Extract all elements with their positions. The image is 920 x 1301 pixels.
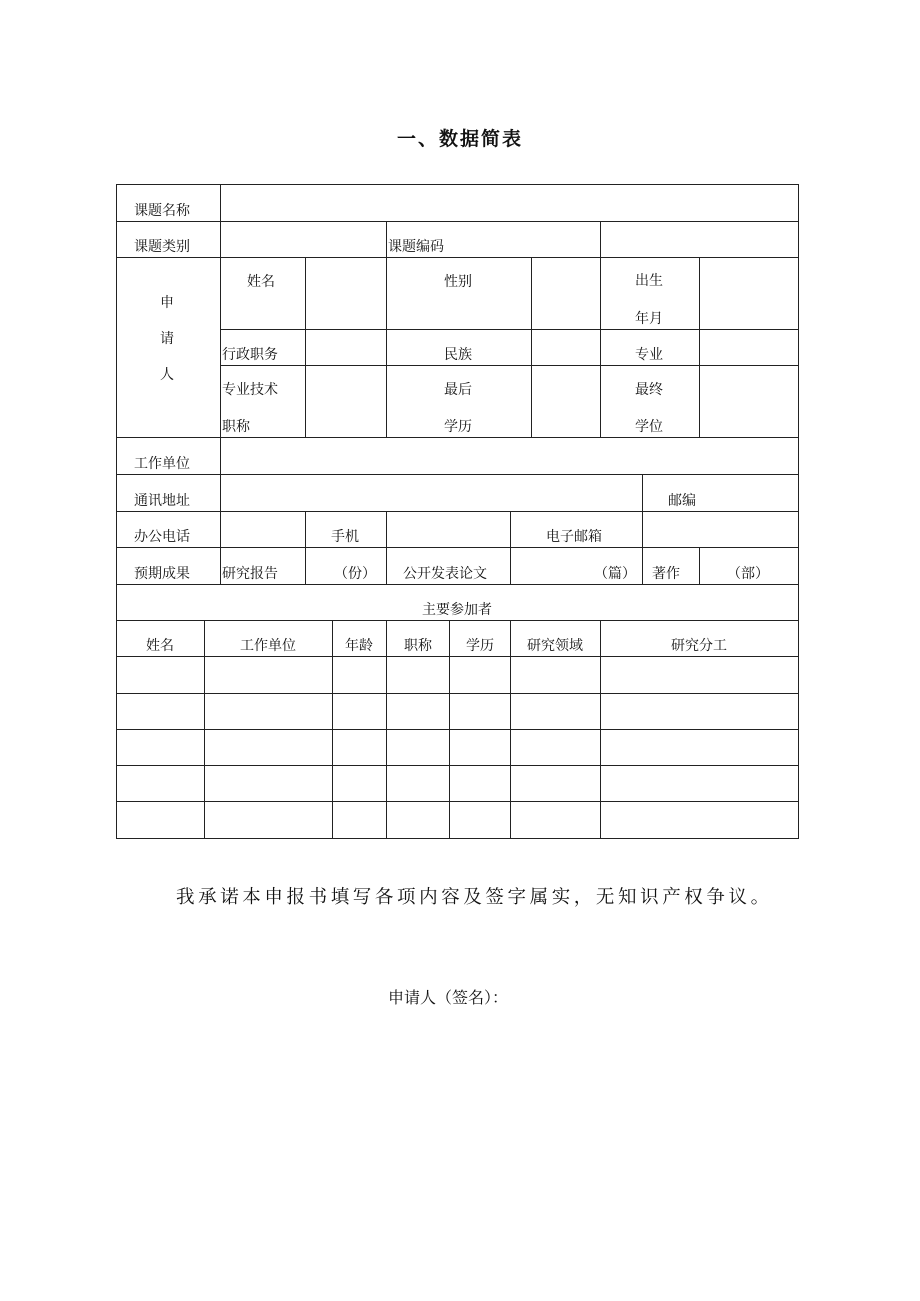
grid-line [600, 221, 601, 257]
grid-line [220, 547, 221, 584]
pledge-statement: 我承诺本申报书填写各项内容及签字属实，无知识产权争议。 [176, 887, 773, 908]
grid-line [699, 257, 700, 437]
grid-line [220, 511, 221, 547]
participant-header-name: 姓名 [146, 638, 174, 654]
grid-line [220, 184, 221, 257]
grid-line [642, 474, 643, 511]
grid-line [116, 184, 117, 839]
grid-line [531, 257, 532, 437]
books-label: 著作 [652, 566, 680, 582]
grid-line [116, 437, 799, 438]
grid-line [116, 221, 799, 222]
grid-line [642, 547, 643, 584]
grid-line [798, 184, 799, 839]
postcode-label: 邮编 [668, 493, 696, 509]
address-label: 通讯地址 [134, 493, 190, 509]
tech-title-label: 专业技术 [222, 382, 278, 398]
grid-line [510, 511, 511, 547]
grid-line [116, 547, 799, 548]
grid-line [116, 620, 799, 621]
page-title: 一、数据简表 [396, 128, 523, 150]
applicant-label: 人 [160, 367, 174, 383]
topic-name-label: 课题名称 [134, 203, 190, 219]
applicant-label: 申 [160, 295, 174, 311]
grid-line [116, 838, 799, 839]
grid-line [386, 547, 387, 584]
grid-line [220, 257, 221, 437]
grid-line [699, 547, 700, 584]
grid-line [116, 511, 799, 512]
expected-results-label: 预期成果 [134, 566, 190, 582]
name-label: 姓名 [247, 274, 275, 290]
office-phone-label: 办公电话 [134, 529, 190, 545]
grid-line [510, 620, 511, 839]
work-unit-label: 工作单位 [134, 456, 190, 472]
report-unit: （份） [334, 566, 376, 582]
papers-unit: （篇） [594, 566, 636, 582]
grid-line [600, 620, 601, 839]
participant-header-division: 研究分工 [671, 638, 727, 654]
grid-line [116, 801, 799, 802]
tech-title-label: 职称 [222, 419, 250, 435]
grid-line [305, 547, 306, 584]
grid-line [386, 620, 387, 839]
grid-line [116, 584, 799, 585]
books-unit: （部） [727, 566, 769, 582]
grid-line [600, 257, 601, 437]
grid-line [116, 765, 799, 766]
grid-line [116, 656, 799, 657]
grid-line [449, 620, 450, 839]
grid-line [116, 729, 799, 730]
email-label: 电子邮箱 [546, 529, 602, 545]
grid-line [386, 257, 387, 437]
grid-line [386, 511, 387, 547]
grid-line [332, 620, 333, 839]
education-label: 学历 [444, 419, 472, 435]
grid-line [220, 329, 799, 330]
admin-post-label: 行政职务 [222, 347, 278, 363]
topic-category-label: 课题类别 [134, 239, 190, 255]
birth-label: 年月 [635, 311, 663, 327]
grid-line [116, 693, 799, 694]
birth-label: 出生 [635, 273, 663, 289]
applicant-label: 请 [160, 331, 174, 347]
ethnicity-label: 民族 [444, 347, 472, 363]
data-summary-form [116, 184, 799, 839]
grid-line [642, 511, 643, 547]
grid-line [116, 184, 799, 185]
signature-label: 申请人（签名）： [388, 988, 509, 1007]
degree-label: 学位 [635, 419, 663, 435]
gender-label: 性别 [444, 274, 472, 290]
research-report-label: 研究报告 [222, 566, 278, 582]
papers-label: 公开发表论文 [403, 566, 487, 582]
grid-line [510, 547, 511, 584]
participant-header-education: 学历 [466, 638, 494, 654]
grid-line [386, 221, 387, 257]
participant-header-title: 职称 [404, 638, 432, 654]
participant-header-unit: 工作单位 [240, 638, 296, 654]
participants-title: 主要参加者 [422, 602, 492, 618]
grid-line [116, 257, 799, 258]
degree-label: 最终 [635, 382, 663, 398]
grid-line [220, 365, 799, 366]
major-label: 专业 [635, 347, 663, 363]
participant-header-field: 研究领域 [527, 638, 583, 654]
grid-line [305, 511, 306, 547]
grid-line [305, 257, 306, 437]
participant-header-age: 年龄 [345, 638, 373, 654]
education-label: 最后 [444, 382, 472, 398]
grid-line [116, 474, 799, 475]
grid-line [204, 620, 205, 839]
grid-line [220, 437, 221, 511]
topic-code-label: 课题编码 [388, 239, 444, 255]
mobile-label: 手机 [331, 529, 359, 545]
